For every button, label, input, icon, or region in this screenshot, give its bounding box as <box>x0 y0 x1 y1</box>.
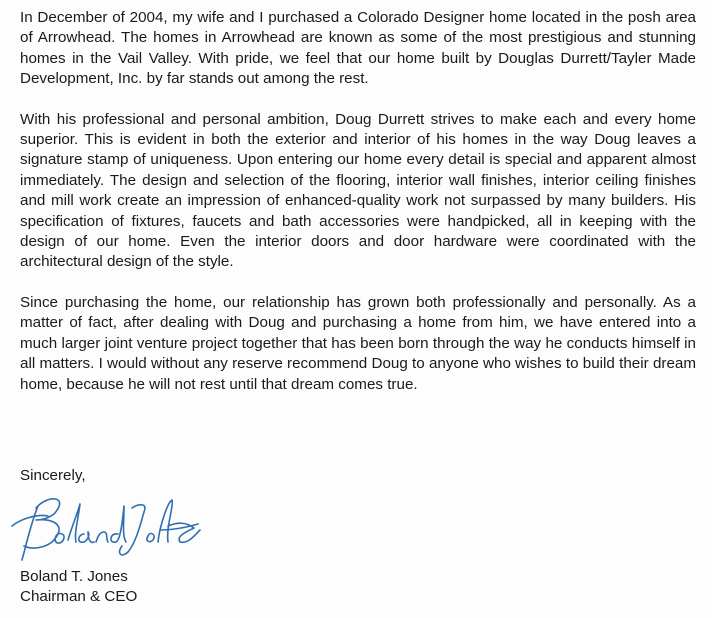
paragraph-3: Since purchasing the home, our relationship has grown both professionally and personally. As a matter of fact, after dealing with Doug and purchasing a home from him, we have entered into a much larger joint venture project together that has been born through the way he conducts himself in all matters. I would without any reserve recommend Doug to anyone who wishes to build their dream home, because he will not rest until that dream comes true. <box>20 293 696 393</box>
signer-name: Boland T. Jones <box>20 568 128 585</box>
paragraph-2: With his professional and personal ambition, Doug Durrett strives to make each and every home superior. This is evident in both the exterior and interior of his homes in the way Doug leaves a signature stamp of uniqueness. Upon entering our home every detail is special and apparent almost immediately. The design and selection of the flooring, interior wall finishes, interior ceiling finishes and mill work create an impression of enhanced-quality work not surpassed by many builders. His specification of fixtures, faucets and bath accessories were handpicked, all in keeping with the design of our home. Even the interior doors and door hardware were coordinated with the architectural design of the style. <box>20 110 696 271</box>
signer-title: Chairman & CEO <box>20 588 138 606</box>
closing: Sincerely, <box>20 467 86 484</box>
paragraph-1: In December of 2004, my wife and I purchased a Colorado Designer home located in the posh area of Arrowhead. The homes in Arrowhead are known as some of the most prestigious and stunning homes in the Vail Valley. With pride, we feel that our home built by Douglas Durrett/Tayler Made Development, Inc. by far stands out among the rest. <box>20 9 696 88</box>
letter-body <box>20 8 696 415</box>
signer-block <box>20 567 137 608</box>
handwritten-signature <box>8 486 208 566</box>
